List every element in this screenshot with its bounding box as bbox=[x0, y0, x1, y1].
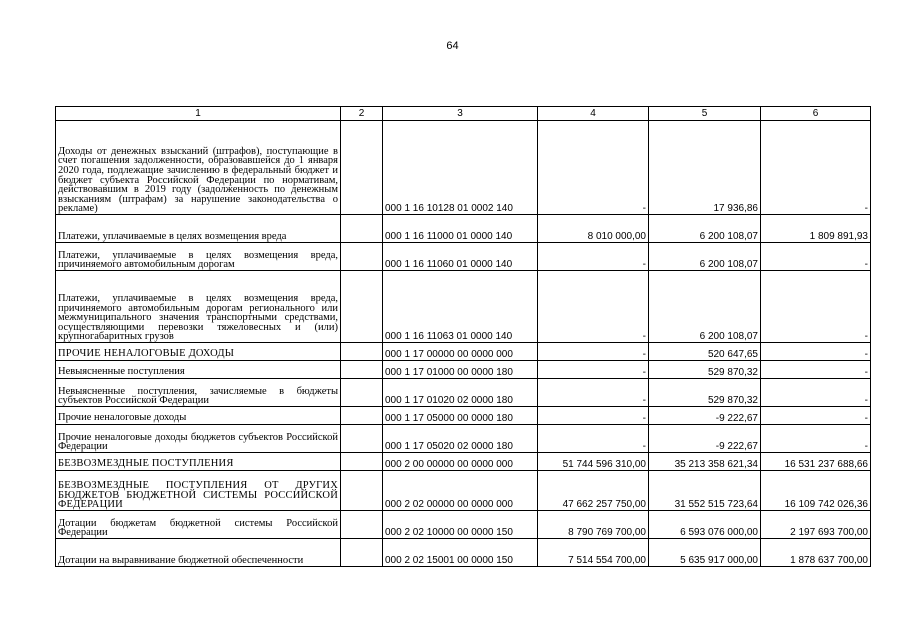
row-col4: - bbox=[538, 407, 649, 425]
row-col5: 6 200 108,07 bbox=[649, 215, 761, 243]
row-code: 000 1 17 01020 02 0000 180 bbox=[383, 379, 538, 407]
row-code: 000 1 16 11060 01 0000 140 bbox=[383, 243, 538, 271]
row-description: Прочие неналоговые доходы bbox=[56, 407, 341, 425]
table-row bbox=[56, 407, 871, 425]
row-col4: 7 514 554 700,00 bbox=[538, 539, 649, 567]
row-code: 000 2 02 10000 00 0000 150 bbox=[383, 511, 538, 539]
row-col6: - bbox=[761, 407, 871, 425]
row-col2 bbox=[341, 453, 383, 471]
row-code: 000 1 17 00000 00 0000 000 bbox=[383, 343, 538, 361]
row-col5: -9 222,67 bbox=[649, 425, 761, 453]
header-col-6: 6 bbox=[761, 107, 871, 121]
row-col6: 16 109 742 026,36 bbox=[761, 471, 871, 511]
row-col5: -9 222,67 bbox=[649, 407, 761, 425]
row-col4: - bbox=[538, 343, 649, 361]
header-col-3: 3 bbox=[383, 107, 538, 121]
row-code: 000 1 17 05020 02 0000 180 bbox=[383, 425, 538, 453]
header-col-5: 5 bbox=[649, 107, 761, 121]
row-col5: 35 213 358 621,34 bbox=[649, 453, 761, 471]
header-col-4: 4 bbox=[538, 107, 649, 121]
row-col2 bbox=[341, 425, 383, 453]
row-col5: 17 936,86 bbox=[649, 121, 761, 215]
row-col6: - bbox=[761, 379, 871, 407]
row-code: 000 2 02 00000 00 0000 000 bbox=[383, 471, 538, 511]
table-row bbox=[56, 379, 871, 407]
row-col4: 8 010 000,00 bbox=[538, 215, 649, 243]
row-col4: 8 790 769 700,00 bbox=[538, 511, 649, 539]
row-col5: 5 635 917 000,00 bbox=[649, 539, 761, 567]
row-col2 bbox=[341, 215, 383, 243]
table-row bbox=[56, 425, 871, 453]
row-col6: - bbox=[761, 243, 871, 271]
row-col5: 6 200 108,07 bbox=[649, 271, 761, 343]
row-description: Платежи, уплачиваемые в целях возмещения вреда, причиняемого автомобильным дорогам bbox=[56, 243, 341, 271]
row-description: Платежи, уплачиваемые в целях возмещения вреда bbox=[56, 215, 341, 243]
row-col5: 529 870,32 bbox=[649, 361, 761, 379]
row-col4: - bbox=[538, 271, 649, 343]
row-col6: 1 878 637 700,00 bbox=[761, 539, 871, 567]
row-col4: - bbox=[538, 361, 649, 379]
row-description: БЕЗВОЗМЕЗДНЫЕ ПОСТУПЛЕНИЯ bbox=[56, 453, 341, 471]
row-description: ПРОЧИЕ НЕНАЛОГОВЫЕ ДОХОДЫ bbox=[56, 343, 341, 361]
page-number: 64 bbox=[446, 40, 459, 52]
row-col6: - bbox=[761, 425, 871, 453]
row-description: Невыясненные поступления, зачисляемые в бюджеты субъектов Российской Федерации bbox=[56, 379, 341, 407]
row-description: БЕЗВОЗМЕЗДНЫЕ ПОСТУПЛЕНИЯ ОТ ДРУГИХ БЮДЖЕТОВ БЮДЖЕТНОЙ СИСТЕМЫ РОССИЙСКОЙ ФЕДЕРАЦИИ bbox=[56, 471, 341, 511]
row-col6: - bbox=[761, 121, 871, 215]
row-col2 bbox=[341, 121, 383, 215]
table-row bbox=[56, 243, 871, 271]
row-col4: - bbox=[538, 243, 649, 271]
row-col5: 31 552 515 723,64 bbox=[649, 471, 761, 511]
table-row bbox=[56, 343, 871, 361]
row-col5: 6 200 108,07 bbox=[649, 243, 761, 271]
table-row bbox=[56, 215, 871, 243]
row-code: 000 1 16 11000 01 0000 140 bbox=[383, 215, 538, 243]
row-col2 bbox=[341, 379, 383, 407]
row-col4: - bbox=[538, 379, 649, 407]
row-col2 bbox=[341, 271, 383, 343]
row-col2 bbox=[341, 471, 383, 511]
row-description: Дотации на выравнивание бюджетной обеспеченности bbox=[56, 539, 341, 567]
table-row bbox=[56, 271, 871, 343]
row-code: 000 1 17 05000 00 0000 180 bbox=[383, 407, 538, 425]
table-row bbox=[56, 471, 871, 511]
row-col4: - bbox=[538, 121, 649, 215]
row-col2 bbox=[341, 407, 383, 425]
table-row bbox=[56, 453, 871, 471]
row-description: Прочие неналоговые доходы бюджетов субъектов Российской Федерации bbox=[56, 425, 341, 453]
budget-table bbox=[55, 106, 871, 567]
table-row bbox=[56, 361, 871, 379]
row-col5: 520 647,65 bbox=[649, 343, 761, 361]
row-code: 000 1 16 11063 01 0000 140 bbox=[383, 271, 538, 343]
row-description: Платежи, уплачиваемые в целях возмещения вреда, причиняемого автомобильным дорогам регионального или межмуниципального значения транспортными средствами, осуществляющими перевозки тяжеловесных и (или) крупногабаритных грузов bbox=[56, 271, 341, 343]
table-header-row bbox=[56, 107, 871, 121]
row-col4: 51 744 596 310,00 bbox=[538, 453, 649, 471]
row-col5: 529 870,32 bbox=[649, 379, 761, 407]
table-row bbox=[56, 121, 871, 215]
row-code: 000 2 00 00000 00 0000 000 bbox=[383, 453, 538, 471]
row-col2 bbox=[341, 243, 383, 271]
row-col6: - bbox=[761, 271, 871, 343]
row-col2 bbox=[341, 539, 383, 567]
table-row bbox=[56, 511, 871, 539]
row-col2 bbox=[341, 361, 383, 379]
row-code: 000 1 17 01000 00 0000 180 bbox=[383, 361, 538, 379]
row-col6: 16 531 237 688,66 bbox=[761, 453, 871, 471]
row-col6: - bbox=[761, 361, 871, 379]
row-col5: 6 593 076 000,00 bbox=[649, 511, 761, 539]
row-col4: - bbox=[538, 425, 649, 453]
row-description: Невыясненные поступления bbox=[56, 361, 341, 379]
row-col6: - bbox=[761, 343, 871, 361]
header-col-1: 1 bbox=[56, 107, 341, 121]
row-col2 bbox=[341, 343, 383, 361]
table-row bbox=[56, 539, 871, 567]
row-col2 bbox=[341, 511, 383, 539]
row-col4: 47 662 257 750,00 bbox=[538, 471, 649, 511]
header-col-2: 2 bbox=[341, 107, 383, 121]
row-description: Дотации бюджетам бюджетной системы Российской Федерации bbox=[56, 511, 341, 539]
row-code: 000 2 02 15001 00 0000 150 bbox=[383, 539, 538, 567]
row-description: Доходы от денежных взысканий (штрафов), поступающие в счет погашения задолженности, образовавшейся до 1 января 2020 года, подлежащие зачислению в федеральный бюджет и бюджет субъекта Российской Федерации по нормативам, действовавшим в 2019 году (задолженность по денежным взысканиям (штрафам) за нарушение законодательства о рекламе) bbox=[56, 121, 341, 215]
row-code: 000 1 16 10128 01 0002 140 bbox=[383, 121, 538, 215]
row-col6: 1 809 891,93 bbox=[761, 215, 871, 243]
row-col6: 2 197 693 700,00 bbox=[761, 511, 871, 539]
